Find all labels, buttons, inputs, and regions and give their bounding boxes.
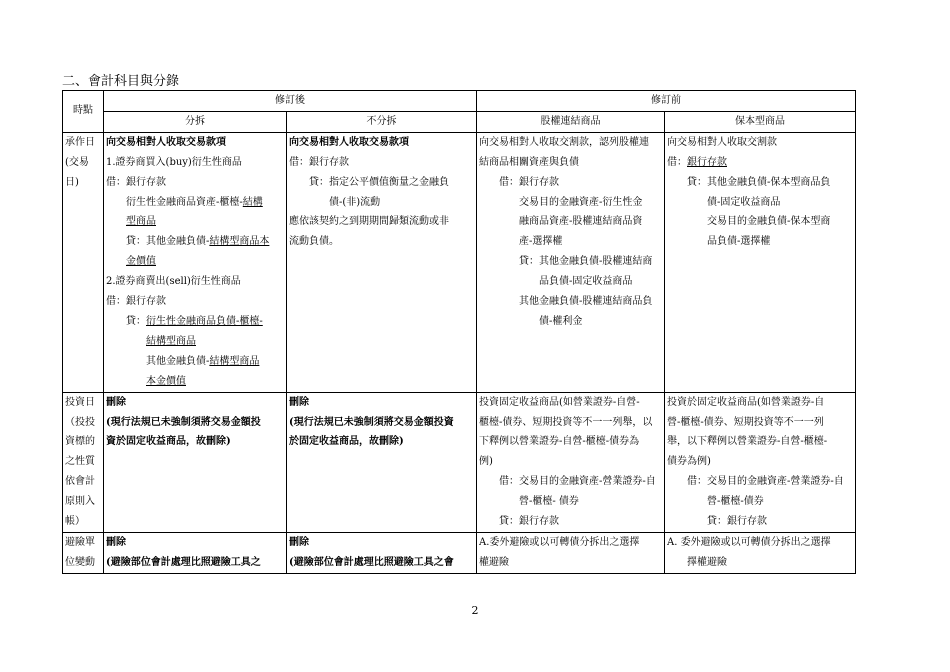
header-row-2 [63, 111, 856, 132]
header-row-1 [63, 91, 856, 112]
text-line: 刪除 [289, 536, 309, 548]
row-label-investment-date [63, 392, 104, 532]
text-line: 貸：指定公平價值衡量之金融負 [309, 176, 449, 188]
text-line: 貸：其他金融負債-股權連結商 [519, 256, 653, 268]
text-line: 承作日 [65, 136, 95, 148]
text-line: 借：銀行存款 [289, 156, 349, 168]
text-line: 品負債-選擇權 [707, 236, 771, 248]
text-line: 借：銀行存款 [106, 296, 166, 308]
text-line: 借：交易目的金融資產-營業證券-自 [499, 476, 656, 488]
text-line: 營-櫃檯-債券、短期投資等不一一列 [667, 416, 824, 428]
text-line: 債-固定收益商品 [707, 196, 781, 208]
text-line: 借：銀行存款 [667, 156, 727, 168]
text-line: 日) [65, 176, 79, 188]
text-line: 2.證券商賣出(sell)衍生性商品 [106, 276, 241, 288]
cell-equity-linked [477, 132, 665, 392]
text-line: 債-(非)流動 [329, 196, 381, 208]
text-line: 貸：衍生性金融商品負債-櫃檯- [126, 315, 263, 327]
text-line: 刪除 [106, 396, 126, 408]
text-line: (現行法規已未強制須將交易金額投 [106, 416, 261, 428]
text-line: 之性質 [65, 456, 95, 468]
text-line: 於固定收益商品，故刪除) [289, 436, 404, 448]
header-before: 修訂前 [477, 91, 856, 112]
cell-no-split [287, 392, 477, 532]
cell-equity-linked [477, 532, 665, 573]
row-investment-date [63, 392, 856, 532]
text-line: 擇權避險 [687, 556, 727, 568]
text-line: （投投 [65, 416, 95, 428]
section-heading: 二、會計科目與分錄 [62, 74, 180, 89]
text-line: 資於固定收益商品，故刪除) [106, 436, 231, 448]
text-line: 其他金融負債-股權連結商品負 [519, 296, 653, 308]
text-line: 借：銀行存款 [499, 176, 559, 188]
header-time: 時點 [63, 91, 104, 133]
text-line: 刪除 [106, 536, 126, 548]
text-line: 債券為例) [667, 456, 711, 468]
text-line: 櫃檯-債券、短期投資等不一一列舉，以 [479, 416, 653, 428]
text-line: 融商品資產-股權連結商品資 [519, 216, 643, 228]
header-principal-guaranteed: 保本型商品 [665, 111, 856, 132]
text-line: A. 委外避險或以可轉債分拆出之選擇 [667, 536, 831, 548]
text-line: 營-櫃檯- 債券 [519, 496, 579, 508]
row-label-hedge-change [63, 532, 104, 573]
text-line: 產-選擇權 [519, 236, 563, 248]
text-line: 依會計 [65, 476, 95, 488]
text-line: 債-權利金 [539, 315, 583, 327]
text-line: 交易目的金融資產-衍生性金 [519, 196, 643, 208]
cell-principal-guaranteed [665, 392, 856, 532]
text-line: 借：交易目的金融資產-營業證券-自 [687, 476, 844, 488]
cell-split [104, 532, 287, 573]
page-number: 2 [471, 604, 479, 617]
cell-principal-guaranteed [665, 532, 856, 573]
text-line: 投資日 [65, 396, 95, 408]
text-line: 刪除 [289, 396, 309, 408]
text-line: 其他金融負債-結構型商品 [146, 355, 260, 367]
text-line: 投資於固定收益商品(如營業證券-自 [667, 396, 825, 408]
cell-no-split [287, 132, 477, 392]
cell-principal-guaranteed [665, 132, 856, 392]
text-line: 應依該契約之到期期間歸類流動或非 [289, 216, 449, 228]
text-line: 位變動 [65, 556, 95, 568]
text-line: A.委外避險或以可轉債分拆出之選擇 [479, 536, 640, 548]
text-line: 例) [479, 456, 493, 468]
text-line: 品負債-固定收益商品 [539, 276, 633, 288]
text-line: 避險單 [65, 536, 95, 548]
text-line: 貸：銀行存款 [707, 516, 767, 528]
text-line: 交易目的金融負債-保本型商 [707, 216, 831, 228]
text-line: 借：銀行存款 [106, 176, 166, 188]
header-split: 分拆 [104, 111, 287, 132]
text-line: 貸：其他金融負債-保本型商品負 [687, 176, 831, 188]
text-line: (現行法規已未強制須將交易金額投資 [289, 416, 454, 428]
header-no-split: 不分拆 [287, 111, 477, 132]
text-line: 貸：銀行存款 [499, 516, 559, 528]
text-line: 1.證券商買入(buy)衍生性商品 [106, 156, 242, 168]
header-after: 修訂後 [104, 91, 477, 112]
text-line: (避險部位會計處理比照避險工具之 [106, 556, 261, 568]
text-line: 下釋例以營業證券-自營-櫃檯-債券為 [479, 436, 640, 448]
text-line: 向交易相對人收取交割款，認列股權連 [479, 136, 649, 148]
text-line: 向交易相對人收取交易款項 [106, 136, 226, 148]
text-line: 衍生性金融商品資產-櫃檯-結構 [126, 196, 263, 208]
row-label-trade-date [63, 132, 104, 392]
text-line: 營-櫃檯-債券 [707, 496, 764, 508]
row-hedge-change [63, 532, 856, 573]
text-line: 向交易相對人收取交易款項 [289, 136, 409, 148]
accounting-table [62, 90, 856, 574]
header-equity-linked: 股權連結商品 [477, 111, 665, 132]
text-line: 結構型商品 [146, 335, 196, 347]
text-line: 原則入 [65, 496, 95, 508]
text-line: (避險部位會計處理比照避險工具之會 [289, 556, 454, 568]
text-line: 型商品 [126, 216, 156, 228]
cell-split [104, 132, 287, 392]
text-line: 投資固定收益商品(如營業證券-自營- [479, 396, 640, 408]
text-line: 流動負債。 [289, 236, 339, 248]
cell-equity-linked [477, 392, 665, 532]
text-line: 貸：其他金融負債-結構型商品本 [126, 236, 270, 248]
text-line: 本金價值 [146, 375, 186, 387]
text-line: (交易 [65, 156, 89, 168]
text-line: 權避險 [479, 556, 509, 568]
text-line: 資標的 [65, 436, 95, 448]
text-line: 帳） [65, 516, 85, 528]
row-trade-date [63, 132, 856, 392]
cell-split [104, 392, 287, 532]
text-line: 向交易相對人收取交割款 [667, 136, 777, 148]
cell-no-split [287, 532, 477, 573]
text-line: 金價值 [126, 256, 156, 268]
text-line: 結商品相關資產與負債 [479, 156, 579, 168]
text-line: 舉，以下釋例以營業證券-自營-櫃檯- [667, 436, 828, 448]
